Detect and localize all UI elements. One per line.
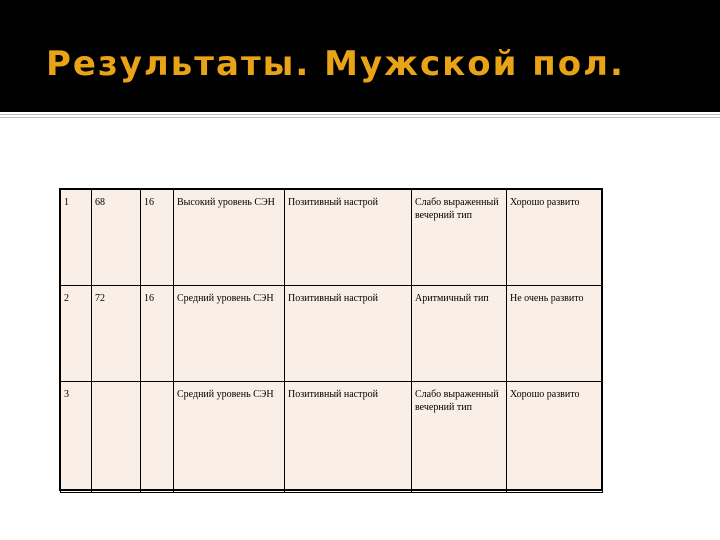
cell-value-b: 16 (141, 190, 174, 286)
divider-line (0, 114, 720, 115)
cell-value-b (141, 382, 174, 493)
cell-value-a (92, 382, 141, 493)
cell-mood: Позитивный настрой (285, 286, 412, 382)
cell-mood: Позитивный настрой (285, 382, 412, 493)
cell-sen-level: Средний уровень СЭН (174, 286, 285, 382)
cell-value-a: 68 (92, 190, 141, 286)
cell-chronotype: Слабо выраженный вечерний тип (412, 190, 507, 286)
cell-number: 3 (61, 382, 92, 493)
cell-chronotype: Аритмичный тип (412, 286, 507, 382)
table-row (61, 286, 603, 382)
cell-development: Хорошо развито (507, 382, 603, 493)
cell-number: 1 (61, 190, 92, 286)
cell-development: Хорошо развито (507, 190, 603, 286)
cell-value-a: 72 (92, 286, 141, 382)
cell-development: Не очень развито (507, 286, 603, 382)
cell-chronotype: Слабо выраженный вечерний тип (412, 382, 507, 493)
results-table (59, 188, 603, 491)
table-row (61, 382, 603, 493)
table-row (61, 190, 603, 286)
cell-mood: Позитивный настрой (285, 190, 412, 286)
cell-number: 2 (61, 286, 92, 382)
title-bar (0, 0, 720, 112)
cell-sen-level: Средний уровень СЭН (174, 382, 285, 493)
divider-line (0, 117, 720, 118)
cell-value-b: 16 (141, 286, 174, 382)
slide-title: Результаты. Мужской пол. (46, 44, 625, 84)
cell-sen-level: Высокий уровень СЭН (174, 190, 285, 286)
